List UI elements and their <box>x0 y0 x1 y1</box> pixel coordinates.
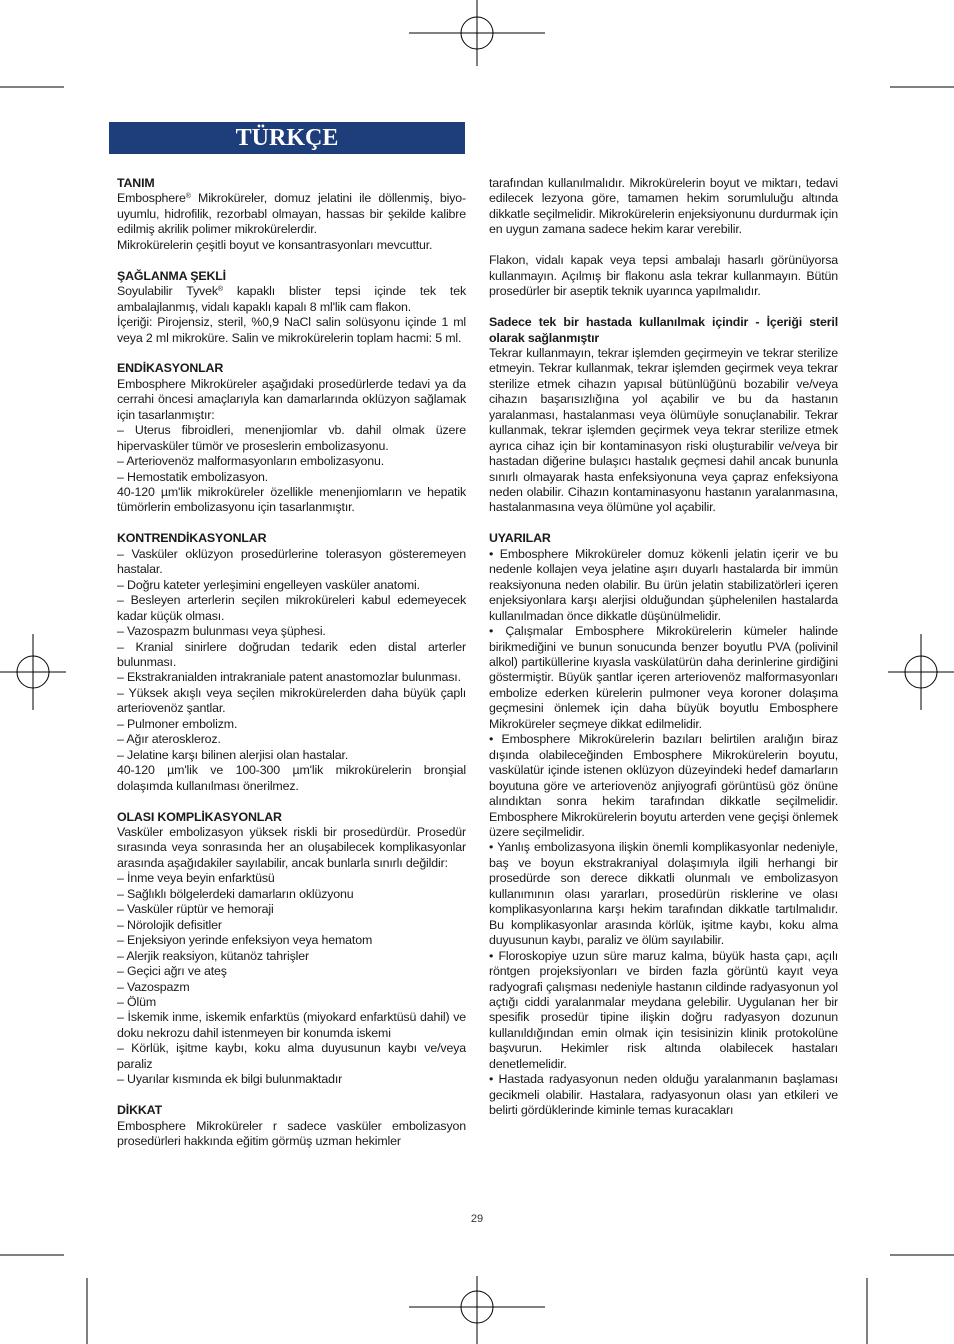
heading-kontrendikasyonlar: KONTRENDİKASYONLAR <box>117 531 267 546</box>
list-item: 40-120 µm'lik ve 100-300 µm'lik mikrokürelerin bronşial dolaşımda kullanılması önerilmez. <box>117 763 466 793</box>
section-title: TÜRKÇE <box>109 122 465 154</box>
heading-single-use: Sadece tek bir hastada kullanılmak içindir - İçeriği steril olarak sağlanmıştır <box>489 315 838 345</box>
list-item: • Yanlış embolizasyona ilişkin önemli komplikasyonlar nedeniyle, baş ve boyun ekstrakraniyal dolaşımıyla ilgili herhangi bir prosedürde son derece dikkatli olunmalı ve embolizasyon kullanımının olası yararları, prosedürün risklerine ve olası komplikasyonlarına karşı hekim tarafından dikkatle tartılmalıdır. Bu komplikasyonlar arasında körlük, işitme kaybı, koku alma duyusunun kaybı, paraliz ve ölüm sayılabilir. <box>489 840 838 948</box>
left-column <box>117 176 466 1149</box>
list-item: – Uterus fibroidleri, menenjiomlar vb. dahil olmak üzere hipervasküler tümör ve proseslerin embolizasyonu. <box>117 423 466 453</box>
list-item: – Vasküler rüptür ve hemoraji <box>117 902 274 917</box>
list-item: 40-120 µm'lik mikroküreler özellikle menenjiomların ve hepatik tümörlerin embolizasyonu için tasarlanmıştır. <box>117 485 466 515</box>
list-item: – Doğru kateter yerleşimini engelleyen vasküler anatomi. <box>117 577 420 592</box>
list-item: – Ekstrakranialden intrakraniale patent anastomozlar bulunması. <box>117 670 461 685</box>
list-item: • Çalışmalar Embosphere Mikrokürelerin kümeler halinde birikmediğini ve bunun sonucunda benzer boyutlu PVA (polivinil alkol) partiküllerine kıyasla vaskülatürün daha derinlerine girdiğini göstermiştir. Büyük şantlar içeren arteriovenöz malformasyonları embolize ederken kürelerin pulmoner veya koroner dolaşıma geçmesini önlemek için daha büyük boyutlu Embosphere Mikroküreler seçmeye dikkat edilmelidir. <box>489 624 838 731</box>
heading-saglanma: ŞAĞLANMA ŞEKLİ <box>117 268 226 283</box>
heading-uyarilar: UYARILAR <box>489 531 551 546</box>
heading-dikkat: DİKKAT <box>117 1103 162 1118</box>
heading-komplikasyonlar: OLASI KOMPLİKASYONLAR <box>117 809 282 824</box>
heading-tanim: TANIM <box>117 176 155 190</box>
saglanma-paragraph: Soyulabilir Tyvek® kapaklı blister tepsi içinde tek tek ambalajlanmış, vidalı kapaklı kapalı 8 ml'lik cam flakon. <box>117 284 466 314</box>
dikkat-paragraph: Embosphere Mikroküreler r sadece vasküler embolizasyon prosedürleri hakkında eğitim görmüş uzman hekimler <box>117 1118 466 1149</box>
list-item: – İnme veya beyin enfarktüsü <box>117 871 275 886</box>
single-use-paragraph: Tekrar kullanmayın, tekrar işlemden geçirmeyin ve tekrar sterilize etmeyin. Tekrar kullanmak, tekrar işlemden geçirmek veya tekrar sterilize etmek cihazın yapısal bütünlüğünü bozabilir ve/veya cihazın başarısızlığına yol açabilir ve bu da hastanın yaralanması, hastalanması veya ölümüyle sonuçlanabilir. Tekrar kullanmak, tekrar işlemden geçirmek veya tekrar sterilize etmek ayrıca cihaz için bir kontaminasyon riski oluşturabilir ve/veya bir hastadan diğerine bulaşıcı hastalık geçmesi dahil ancak bununla sınırlı olmayarak hasta enfeksiyonuna veya çapraz enfeksiyona neden olabilir. Cihazın kontaminasyonu hastanın yaralanmasına, hastalanmasına veya ölümüne yol açabilir. <box>489 345 838 515</box>
list-item: – Arteriovenöz malformasyonların embolizasyonu. <box>117 454 385 469</box>
list-item: • Hastada radyasyonun neden olduğu yaralanmanın başlaması gecikmeli olabilir. Hastalara, radyasyonun olası yan etkileri ve belirti gördüklerinde kiminle temas kuracakları <box>489 1072 838 1118</box>
right-column <box>489 176 838 1119</box>
list-item: – Geçici ağrı ve ateş <box>117 964 227 979</box>
list-item: – Pulmoner embolizm. <box>117 716 238 731</box>
flakon-paragraph: Flakon, vidalı kapak veya tepsi ambalajı hasarlı görünüyorsa kullanmayın. Açılmış bir flakonu asla tekrar kullanmayın. Bütün prosedürler bir aseptik teknik uyarınca yapılmalıdır. <box>489 253 838 299</box>
registered-mark: ® <box>217 286 223 294</box>
tanim-paragraph: Embosphere® Mikroküreler, domuz jelatini ile döllenmiş, biyo-uyumlu, hidrofilik, rezorbabl olmayan, hassas bir şekilde kalibre edilmiş akrilik polimer mikrokürelerdir. <box>117 191 466 237</box>
list-item: – Enjeksiyon yerinde enfeksiyon veya hematom <box>117 933 373 948</box>
list-item: • Embosphere Mikrokürelerin bazıları belirtilen aralığın biraz dışında olabileceğinden Embosphere Mikrokürelerin boyutu, vaskülatür içinde istenen oklüzyon düzeyindeki hedef damarların boyutuna göre ve arteriovenöz anjiyografi görüntüsü göz önüne alındıktan sonra hekim tarafından dikkatle seçilmelidir. Embosphere Mikrokürelerin boyutu arterden vene geçişi önlemek üzere seçilmelidir. <box>489 732 838 839</box>
heading-endikasyonlar: ENDİKASYONLAR <box>117 361 224 376</box>
list-item: – Sağlıklı bölgelerdeki damarların oklüzyonu <box>117 886 354 901</box>
list-item: – Ağır ateroskleroz. <box>117 732 221 747</box>
list-item: – Nörolojik defisitler <box>117 917 222 932</box>
list-item: – Alerjik reaksiyon, kütanöz tahrişler <box>117 948 309 963</box>
list-item: – Kranial sinirlere doğrudan tedarik eden distal arterler bulunması. <box>117 639 466 669</box>
registration-mark-left <box>17 656 49 688</box>
registration-mark-right <box>905 656 937 688</box>
list-item: – Uyarılar kısmında ek bilgi bulunmaktadır <box>117 1072 343 1087</box>
list-item: – Vazospazm <box>117 979 190 994</box>
page-number: 29 <box>470 1213 484 1225</box>
dikkat-continued-paragraph: tarafından kullanılmalıdır. Mikrokürelerin boyut ve miktarı, tedavi edilecek lezyona göre, tamamen hekim sorumluluğu altında dikkatle seçilmelidir. Mikrokürelerin enjeksiyonunu durdurmak için en uygun zamana sadece hekim karar verebilir. <box>489 176 838 237</box>
list-item: • Embosphere Mikroküreler domuz kökenli jelatin içerir ve bu nedenle kollajen veya jelatine aşırı duyarlı hastalarda bir immün reaksiyonuna neden olabilir. Bu ürün jelatin stabilizatörleri içeren enjeksiyonlara karşı alerjisi olduğundan şüphelenilen hastalarda kullanılmadan önce dikkatle düşünülmelidir. <box>489 546 838 623</box>
list-item: – Hemostatik embolizasyon. <box>117 469 269 484</box>
list-item: – Jelatine karşı bilinen alerjisi olan hastalar. <box>117 747 349 762</box>
tanim-paragraph-2: Mikrokürelerin çeşitli boyut ve konsantrasyonları mevcuttur. <box>117 237 433 252</box>
list-item: Embosphere Mikroküreler aşağıdaki prosedürlerde tedavi ya da cerrahi öncesi amaçlarıyla kan damarlarında oklüzyon sağlamak için tasarlanmıştır: <box>117 376 466 422</box>
list-item: – Besleyen arterlerin seçilen mikroküreleri kabul edemeyecek kadar küçük olması. <box>117 593 466 623</box>
list-item: – Ölüm <box>117 994 157 1009</box>
registered-mark: ® <box>185 193 191 201</box>
list-item: – Vazospazm bulunması veya şüphesi. <box>117 624 326 639</box>
registration-mark-bottom <box>461 1291 493 1323</box>
saglanma-paragraph-2: İçeriği: Pirojensiz, steril, %0,9 NaCl salin solüsyonu içinde 1 ml veya 2 ml mikroküre. Salin ve mikrokürelerin toplam hacmi: 5 ml. <box>117 315 466 345</box>
list-item: – Körlük, işitme kaybı, koku alma duyusunun kaybı ve/veya paraliz <box>117 1041 466 1071</box>
list-item: – İskemik inme, iskemik enfarktüs (miyokard enfarktüsü dahil) ve doku nekrozu dahil istenmeyen bir konumda iskemi <box>117 1010 466 1040</box>
list-item: – Yüksek akışlı veya seçilen mikrokürelerden daha büyük çaplı arteriovenöz şantlar. <box>117 685 466 716</box>
list-item: Vasküler embolizasyon yüksek riskli bir prosedürdür. Prosedür sırasında veya sonrasında her an oluşabilecek komplikasyonlar arasında aşağıdakiler sayılabilir, ancak bunlarla sınırlı değildir: <box>117 824 466 870</box>
list-item: – Vasküler oklüzyon prosedürlerine tolerasyon gösteremeyen hastalar. <box>117 546 466 577</box>
list-item: • Floroskopiye uzun süre maruz kalma, büyük hasta çapı, açılı röntgen projeksiyonları ve birden fazla görüntü kayıt veya radyografi çalışması nedeniyle hastanın cildinde radyasyonun yol açtığı ciddi yaralanmalar meydana gelebilir. Uygulanan her bir spesifik prosedür tipine ilişkin doğru radyasyon dozunun kullanıldığından emin olmak için tesisinizin klinik protokolüne başvurun. Hekimler risk altında olabilecek hastaları denetlemelidir. <box>489 948 838 1071</box>
registration-mark-top <box>461 17 493 49</box>
